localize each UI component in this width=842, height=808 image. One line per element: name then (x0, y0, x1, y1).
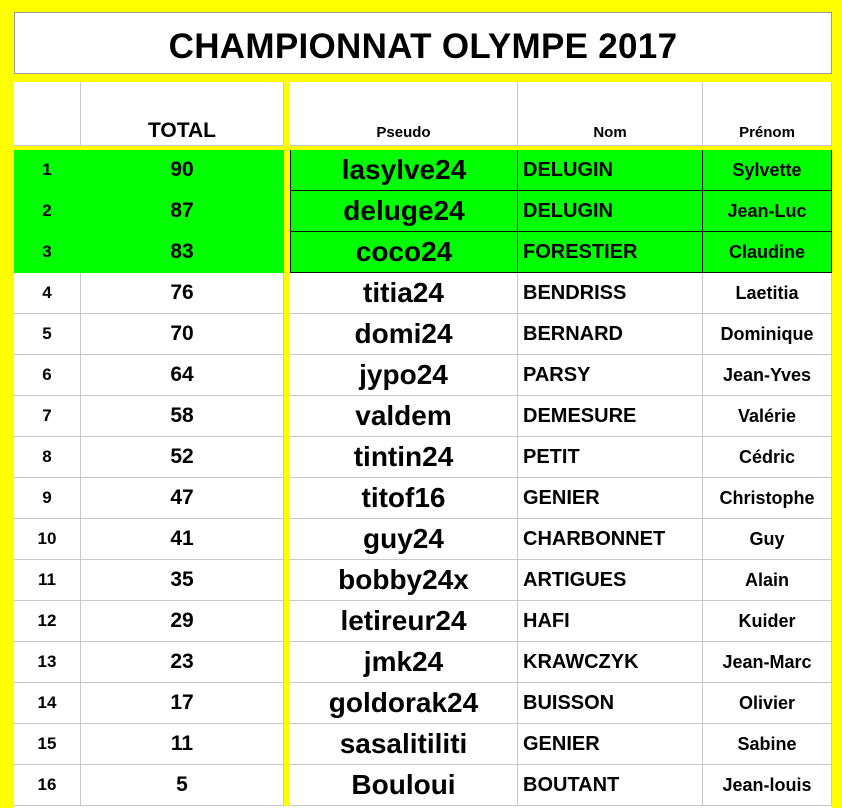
ranking-table (14, 82, 832, 808)
page-title: CHAMPIONNAT OLYMPE 2017 (168, 27, 678, 66)
rank-cell: 6 (14, 355, 81, 396)
rank-cell: 4 (14, 273, 81, 314)
pseudo-cell: letireur24 (290, 601, 518, 642)
table-row (14, 642, 832, 683)
rank-cell: 5 (14, 314, 81, 355)
table-header (14, 82, 832, 146)
nom-cell: DELUGIN (518, 150, 703, 191)
nom-cell: KRAWCZYK (518, 642, 703, 683)
prenom-cell: Valérie (703, 396, 832, 437)
total-cell: 35 (81, 560, 284, 601)
pseudo-cell: coco24 (290, 232, 518, 273)
prenom-cell: Cédric (703, 437, 832, 478)
prenom-cell: Laetitia (703, 273, 832, 314)
rank-cell: 12 (14, 601, 81, 642)
nom-cell: PARSY (518, 355, 703, 396)
table-row (14, 683, 832, 724)
rank-cell: 14 (14, 683, 81, 724)
table-row (14, 150, 832, 191)
nom-cell: BERNARD (518, 314, 703, 355)
total-cell: 83 (81, 232, 284, 273)
table-row (14, 355, 832, 396)
pseudo-cell: guy24 (290, 519, 518, 560)
pseudo-cell: goldorak24 (290, 683, 518, 724)
rank-cell: 7 (14, 396, 81, 437)
prenom-cell: Alain (703, 560, 832, 601)
total-cell: 58 (81, 396, 284, 437)
rank-cell: 2 (14, 191, 81, 232)
table-row (14, 396, 832, 437)
total-cell: 90 (81, 150, 284, 191)
rank-cell: 11 (14, 560, 81, 601)
table-row (14, 519, 832, 560)
prenom-cell: Jean-Luc (703, 191, 832, 232)
total-cell: 41 (81, 519, 284, 560)
table-row (14, 273, 832, 314)
nom-cell: ARTIGUES (518, 560, 703, 601)
rank-cell: 1 (14, 150, 81, 191)
rank-cell: 13 (14, 642, 81, 683)
pseudo-cell: titia24 (290, 273, 518, 314)
prenom-cell: Olivier (703, 683, 832, 724)
nom-cell: PETIT (518, 437, 703, 478)
total-cell: 87 (81, 191, 284, 232)
prenom-cell: Kuider (703, 601, 832, 642)
nom-cell: DEMESURE (518, 396, 703, 437)
prenom-cell: Guy (703, 519, 832, 560)
total-cell: 47 (81, 478, 284, 519)
prenom-cell: Sabine (703, 724, 832, 765)
pseudo-cell: valdem (290, 396, 518, 437)
pseudo-cell: sasalitiliti (290, 724, 518, 765)
prenom-cell: Claudine (703, 232, 832, 273)
table-row (14, 437, 832, 478)
pseudo-cell: domi24 (290, 314, 518, 355)
total-cell: 29 (81, 601, 284, 642)
prenom-cell: Jean-Yves (703, 355, 832, 396)
header-total: TOTAL (81, 82, 284, 146)
rank-cell: 16 (14, 765, 81, 806)
total-cell: 76 (81, 273, 284, 314)
total-cell: 52 (81, 437, 284, 478)
pseudo-cell: jypo24 (290, 355, 518, 396)
table-row (14, 765, 832, 806)
rank-cell: 9 (14, 478, 81, 519)
rank-cell: 8 (14, 437, 81, 478)
title-box (14, 12, 832, 74)
table-row (14, 724, 832, 765)
prenom-cell: Christophe (703, 478, 832, 519)
nom-cell: GENIER (518, 724, 703, 765)
table-row (14, 601, 832, 642)
prenom-cell: Dominique (703, 314, 832, 355)
total-cell: 70 (81, 314, 284, 355)
prenom-cell: Jean-Marc (703, 642, 832, 683)
pseudo-cell: Bouloui (290, 765, 518, 806)
pseudo-cell: jmk24 (290, 642, 518, 683)
total-cell: 23 (81, 642, 284, 683)
header-pseudo: Pseudo (290, 82, 518, 146)
total-cell: 11 (81, 724, 284, 765)
prenom-cell: Sylvette (703, 150, 832, 191)
header-nom: Nom (518, 82, 703, 146)
nom-cell: BOUTANT (518, 765, 703, 806)
rank-cell: 10 (14, 519, 81, 560)
nom-cell: BENDRISS (518, 273, 703, 314)
nom-cell: DELUGIN (518, 191, 703, 232)
rank-cell: 15 (14, 724, 81, 765)
pseudo-cell: tintin24 (290, 437, 518, 478)
nom-cell: FORESTIER (518, 232, 703, 273)
header-prenom: Prénom (703, 82, 832, 146)
prenom-cell: Jean-louis (703, 765, 832, 806)
rank-cell: 3 (14, 232, 81, 273)
total-cell: 64 (81, 355, 284, 396)
pseudo-cell: titof16 (290, 478, 518, 519)
nom-cell: GENIER (518, 478, 703, 519)
table-row (14, 478, 832, 519)
pseudo-cell: lasylve24 (290, 150, 518, 191)
total-cell: 17 (81, 683, 284, 724)
nom-cell: BUISSON (518, 683, 703, 724)
pseudo-cell: bobby24x (290, 560, 518, 601)
table-row (14, 560, 832, 601)
total-cell: 5 (81, 765, 284, 806)
header-rank (14, 82, 81, 146)
nom-cell: HAFI (518, 601, 703, 642)
pseudo-cell: deluge24 (290, 191, 518, 232)
table-row (14, 191, 832, 232)
nom-cell: CHARBONNET (518, 519, 703, 560)
table-row (14, 314, 832, 355)
table-row (14, 232, 832, 273)
